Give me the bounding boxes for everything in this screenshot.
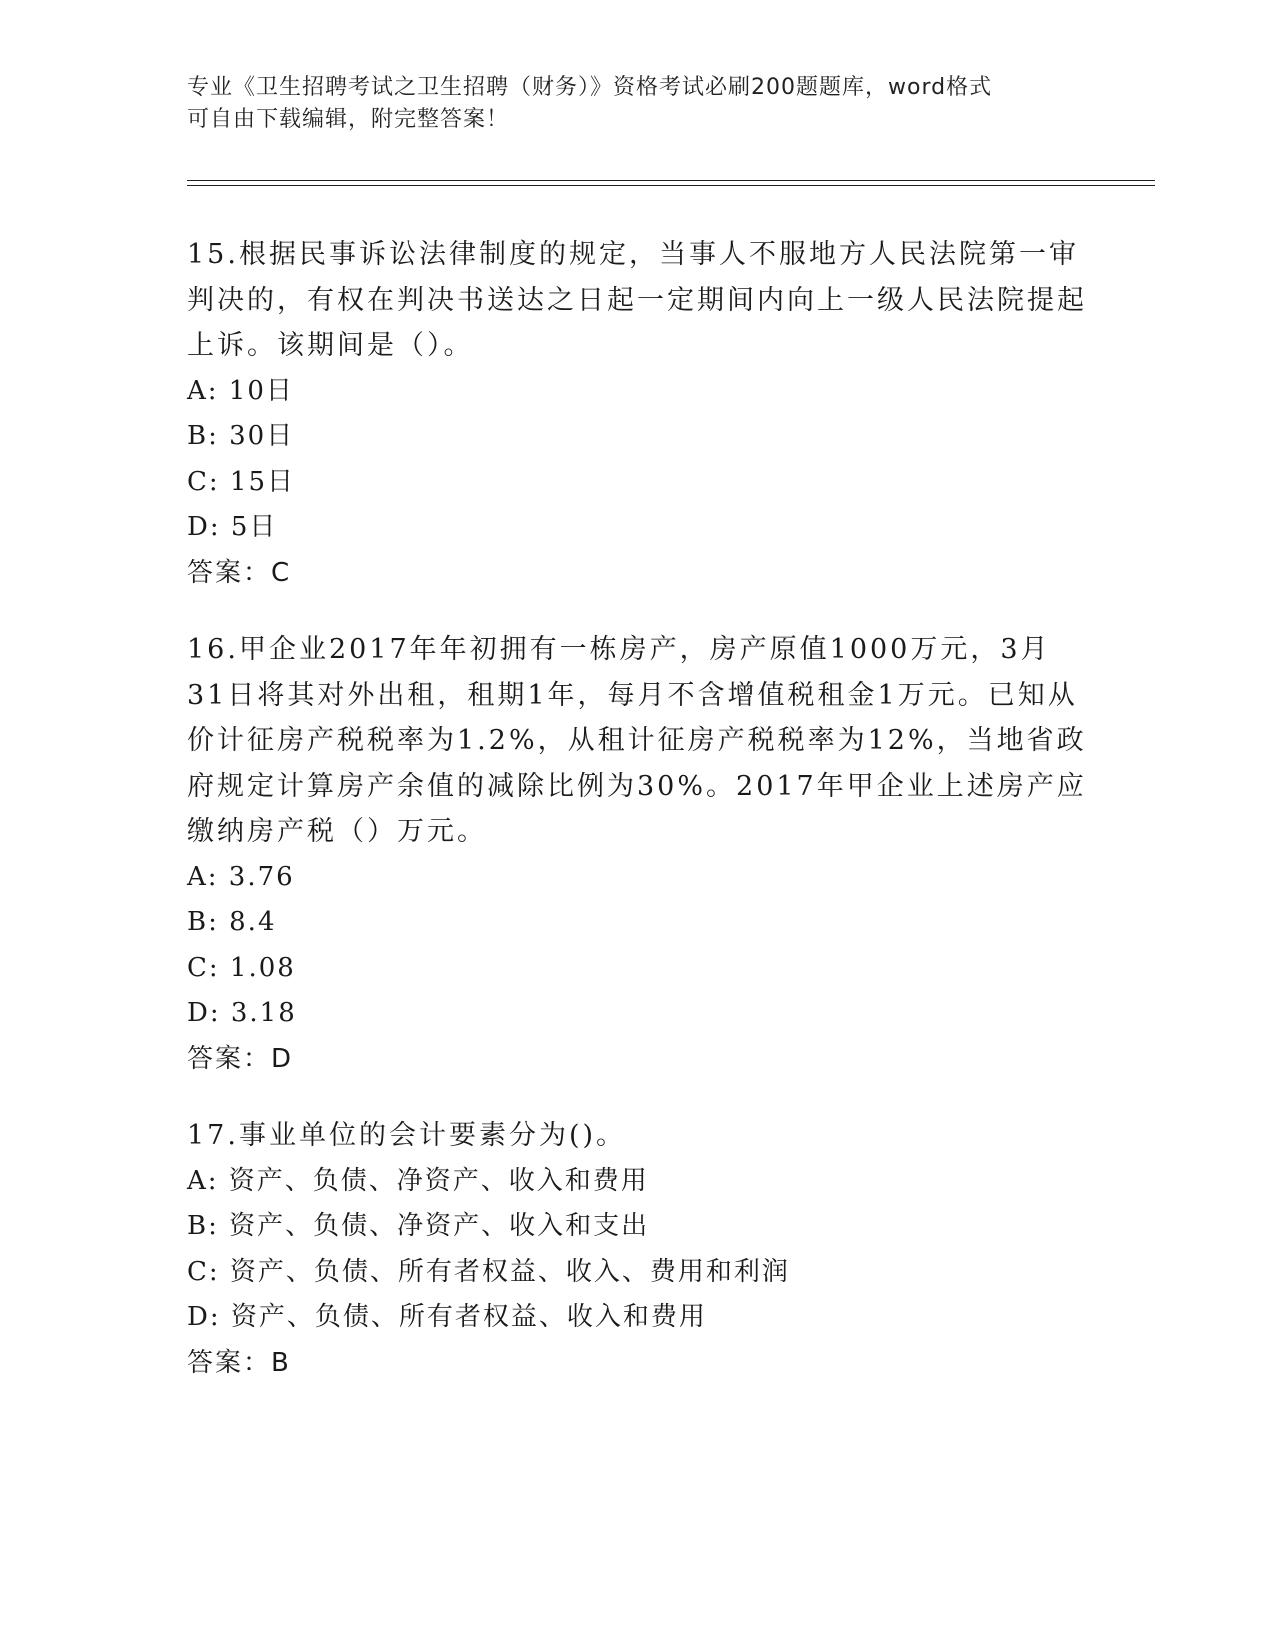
- option-b: B: 8.4: [187, 907, 277, 937]
- question-stem: 16.甲企业2017年年初拥有一栋房产，房产原值1000万元，3月31日将其对外出租，租期1年，每月不含增值税租金1万元。已知从价计征房产税税率为1.2%，从租计征房产税税率为12%，当地省政府规定计算房产余值的减除比例为30%。2017年甲企业上述房产应缴纳房产税（）万元。: [187, 634, 1087, 847]
- answer: 答案：D: [187, 1043, 294, 1074]
- option-a: A: 10日: [187, 375, 294, 406]
- option-c: C: 1.08: [187, 952, 296, 983]
- question-15: [187, 232, 1087, 596]
- answer: 答案：B: [187, 1347, 291, 1378]
- option-a: A: 3.76: [187, 861, 295, 892]
- option-b: B: 30日: [187, 421, 295, 451]
- question-stem: 17.事业单位的会计要素分为()。: [187, 1120, 627, 1151]
- question-list: [187, 232, 1087, 1417]
- option-c: C: 15日: [187, 466, 296, 497]
- question-17: [187, 1113, 1087, 1386]
- option-c: C: 资产、负债、所有者权益、收入、费用和利润: [187, 1256, 790, 1287]
- option-d: D: 3.18: [187, 998, 297, 1028]
- option-a: A: 资产、负债、净资产、收入和费用: [187, 1165, 649, 1196]
- header-divider-bottom: [187, 185, 1155, 186]
- option-d: D: 5日: [187, 512, 278, 542]
- option-b: B: 资产、负债、净资产、收入和支出: [187, 1211, 650, 1241]
- document-header: [187, 72, 1087, 136]
- answer: 答案：C: [187, 557, 292, 588]
- option-d: D: 资产、负债、所有者权益、收入和费用: [187, 1302, 707, 1332]
- question-stem: 15.根据民事诉讼法律制度的规定，当事人不服地方人民法院第一审判决的，有权在判决书送达之日起一定期间内向上一级人民法院提起上诉。该期间是（）。: [187, 239, 1087, 361]
- header-line-1: 专业《卫生招聘考试之卫生招聘（财务）》资格考试必刷200题题库，word格式: [187, 75, 993, 100]
- question-16: [187, 627, 1087, 1082]
- header-line-2: 可自由下载编辑，附完整答案！: [187, 107, 510, 132]
- header-divider-top: [187, 180, 1155, 181]
